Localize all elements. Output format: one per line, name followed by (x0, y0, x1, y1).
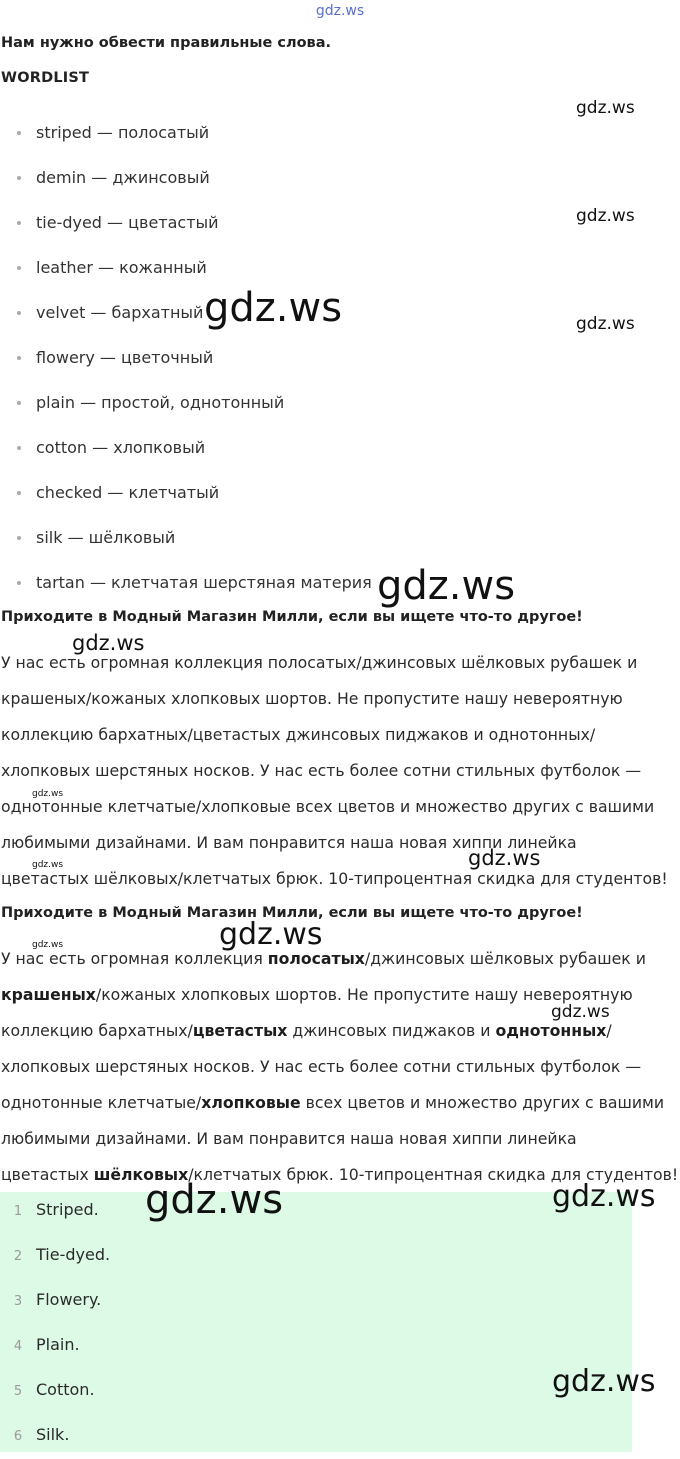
answer-text: Plain. (36, 1335, 80, 1354)
answer-number: 5 (13, 1384, 23, 1399)
list-item: striped — полосатый (0, 112, 372, 157)
circled-word: однотонных (495, 1021, 607, 1040)
task-line: однотонные клетчатые/хлопковые всех цветов и множество других с вашими (1, 797, 655, 816)
answer-line: цветастых шёлковых/клетчатых брюк. 10-типроцентная скидка для студентов! (1, 1165, 679, 1184)
task-line: У нас есть огромная коллекция полосатых/джинсовых шёлковых рубашек и (1, 653, 638, 672)
wordlist (0, 112, 372, 607)
answer-item (0, 1233, 110, 1278)
task-line: хлопковых шерстяных носков. У нас есть более сотни стильных футболок — (1, 761, 642, 780)
list-item: velvet — бархатный (0, 292, 372, 337)
answer-line: У нас есть огромная коллекция полосатых/джинсовых шёлковых рубашек и (1, 949, 646, 968)
answer-text: Silk. (36, 1425, 70, 1444)
answer-text: Tie-dyed. (36, 1245, 111, 1264)
answer-list (0, 1188, 110, 1458)
answer-paragraph (1, 941, 680, 1193)
answer-number: 1 (13, 1204, 23, 1219)
answer-number: 3 (13, 1294, 23, 1309)
answer-number: 6 (13, 1429, 23, 1444)
answer-line: коллекцию бархатных/цветастых джинсовых пиджаков и однотонных/ (1, 1021, 612, 1040)
circled-word: шёлковых (93, 1165, 189, 1184)
promo-title: Приходите в Модный Магазин Милли, если вы ищете что-то другое! (1, 609, 583, 625)
list-item: flowery — цветочный (0, 337, 372, 382)
task-line: цветастых шёлковых/клетчатых брюк. 10-типроцентная скидка для студентов! (1, 869, 668, 888)
watermark: gdz.ws (576, 314, 635, 334)
watermark: gdz.ws (576, 98, 635, 118)
answer-text: Cotton. (36, 1380, 95, 1399)
answer-text: Flowery. (36, 1290, 102, 1309)
circled-word: хлопковые (201, 1093, 301, 1112)
wordlist-heading: WORDLIST (1, 70, 90, 86)
circled-word: полосатых (267, 949, 365, 968)
watermark: gdz.ws (377, 563, 516, 609)
watermark: gdz.ws (551, 1002, 610, 1022)
answer-item (0, 1368, 110, 1413)
list-item: checked — клетчатый (0, 472, 372, 517)
list-item: leather — кожанный (0, 247, 372, 292)
watermark: gdz.ws (32, 940, 64, 950)
task-line: любимыми дизайнами. И вам понравится наша новая хиппи линейка (1, 833, 577, 852)
watermark: gdz.ws (468, 846, 541, 870)
answer-item (0, 1323, 110, 1368)
answer-item (0, 1278, 110, 1323)
answer-line: однотонные клетчатые/хлопковые всех цветов и множество других с вашими (1, 1093, 665, 1112)
circled-word: цветастых (192, 1021, 288, 1040)
watermark: gdz.ws (219, 917, 323, 952)
task-paragraph (1, 645, 680, 897)
answer-line: хлопковых шерстяных носков. У нас есть более сотни стильных футболок — (1, 1057, 642, 1076)
watermark: gdz.ws (72, 631, 145, 655)
watermark: gdz.ws (204, 285, 343, 331)
list-item: tie-dyed — цветастый (0, 202, 372, 247)
answer-number: 4 (13, 1339, 23, 1354)
circled-word: крашеных (1, 985, 96, 1004)
top-watermark: gdz.ws (315, 3, 365, 19)
task-line: коллекцию бархатных/цветастых джинсовых пиджаков и однотонных/ (1, 725, 596, 744)
list-item: demin — джинсовый (0, 157, 372, 202)
watermark: gdz.ws (552, 1179, 656, 1214)
answer-line: любимыми дизайнами. И вам понравится наша новая хиппи линейка (1, 1129, 577, 1148)
list-item: cotton — хлопковый (0, 427, 372, 472)
watermark: gdz.ws (145, 1177, 284, 1223)
answer-line: крашеных/кожаных хлопковых шортов. Не пропустите нашу невероятную (1, 985, 633, 1004)
answer-item (0, 1413, 110, 1458)
watermark: gdz.ws (576, 206, 635, 226)
promo-title-repeat: Приходите в Модный Магазин Милли, если вы ищете что-то другое! (1, 905, 583, 921)
list-item: tartan — клетчатая шерстяная материя (0, 562, 372, 607)
answer-number: 2 (13, 1249, 23, 1264)
intro-text: Нам нужно обвести правильные слова. (1, 35, 332, 51)
watermark: gdz.ws (32, 860, 64, 870)
answer-text: Striped. (36, 1200, 99, 1219)
list-item: silk — шёлковый (0, 517, 372, 562)
list-item: plain — простой, однотонный (0, 382, 372, 427)
answer-item (0, 1188, 110, 1233)
watermark: gdz.ws (32, 789, 64, 799)
watermark: gdz.ws (552, 1364, 656, 1399)
task-line: крашеных/кожаных хлопковых шортов. Не пропустите нашу невероятную (1, 689, 623, 708)
